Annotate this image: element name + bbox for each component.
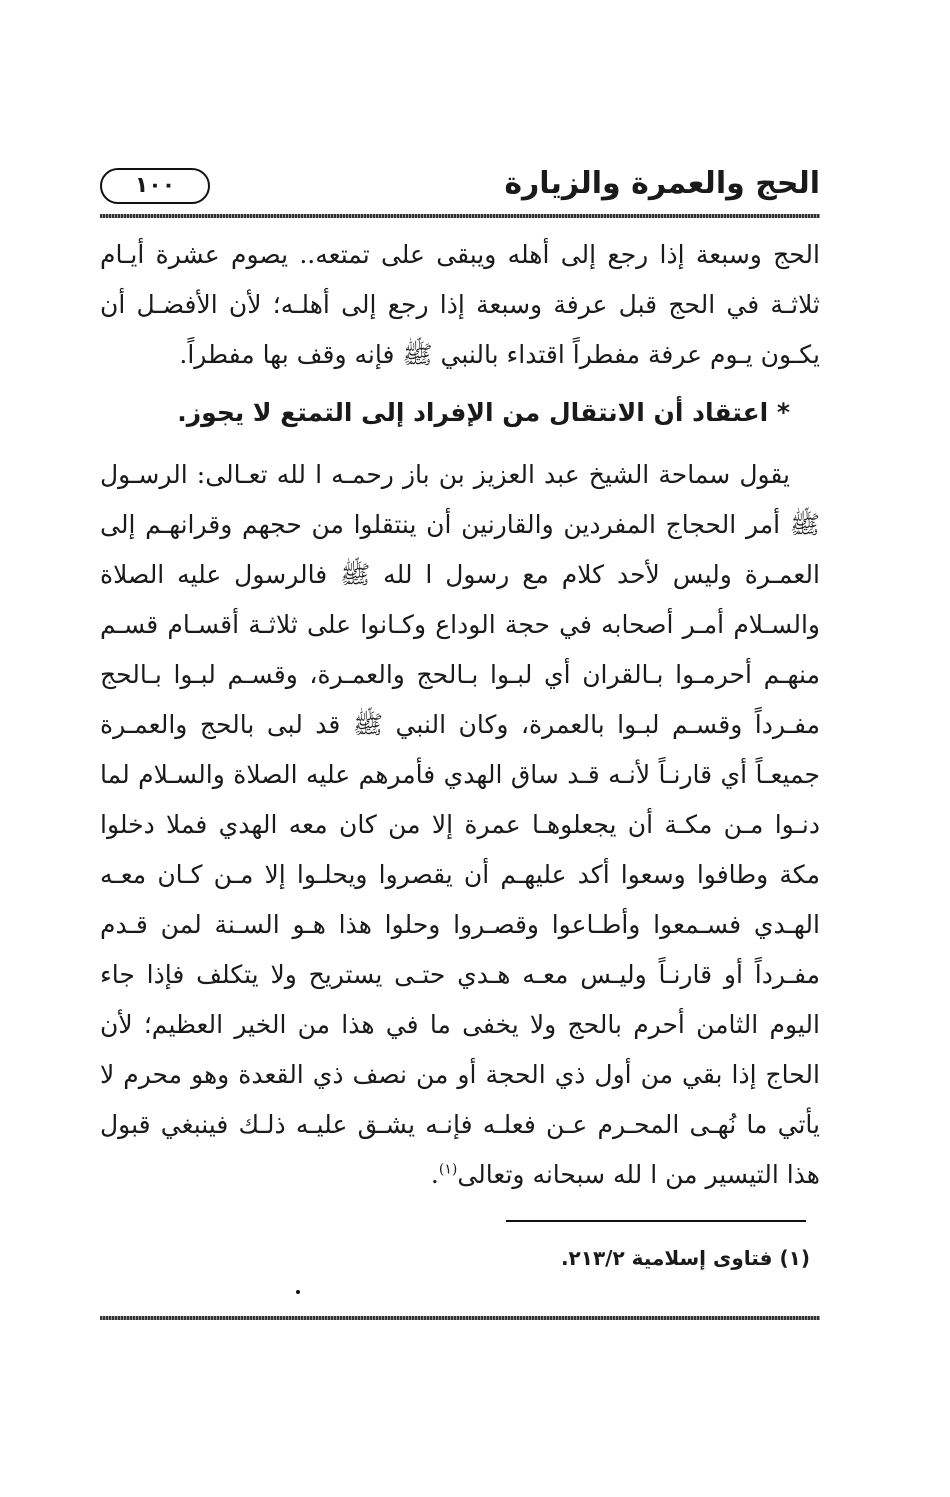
page-header (100, 162, 820, 214)
paragraph-fatwa (100, 450, 820, 1200)
footnote-divider (506, 1220, 806, 1222)
section-heading: * اعتقاد أن الانتقال من الإفراد إلى التمتع لا يجوز. (177, 398, 790, 427)
page-number: ١٠٠ (100, 168, 210, 204)
footer-divider (100, 1316, 820, 1320)
body-text (100, 230, 820, 1200)
running-title: الحج والعمرة والزيارة (504, 166, 820, 201)
footnote: (١) فتاوى إسلامية ٢١٣/٢. (560, 1246, 810, 1270)
scan-speck (296, 1290, 300, 1294)
header-divider (100, 214, 820, 218)
paragraph-continuation: الحج وسبعة إذا رجع إلى أهله ويبقى على تمتعه.. يصوم عشرة أيـام ثلاثـة في الحج قبل عرفة وسبعة إذا رجع إلى أهلـه؛ لأن الأفضـل أن يكـون يـوم عرفة مفطراً اقتداء بالنبي ﷺ فإنه وقف بها مفطراً. (100, 240, 820, 369)
footnote-reference[interactable]: (١) (438, 1161, 458, 1178)
paragraph-fatwa-text: يقول سماحة الشيخ عبد العزيز بن باز رحمـه ا لله تعـالى: الرسـول ﷺ أمر الحجاج المفردين والقارنين أن ينتقلوا من حجهم وقرانهـم إلى العمـرة وليس لأحد كلام مع رسول ا لله ﷺ فالرسول عليه الصلاة والسـلام أمـر أصحابه في حجة الوداع وكـانوا على ثلاثـة أقسـام قسـم منهـم أحرمـوا بـالقران أي لبـوا بـالحج والعمـرة، وقسـم لبـوا بـالحج مفـرداً وقسـم لبـوا بالعمرة، وكان النبي ﷺ قد لبى بالحج والعمـرة جميعـاً أي قارنـاً لأنـه قـد ساق الهدي فأمرهم عليه الصلاة والسـلام لما دنـوا مـن مكـة أن يجعلوهـا عمرة إلا من كان معه الهدي فملا دخلوا مكة وطافوا وسعوا أكد عليهـم أن يقصروا ويحلـوا إلا مـن كـان معـه الهـدي فسـمعوا وأطـاعوا وقصـروا وحلوا هذا هـو السـنة لمن قـدم مفـرداً أو قارنـاً وليـس معـه هـدي حتـى يستريح ولا يتكلف فإذا جاء اليوم الثامن أحرم بالحج ولا يخفى ما في هذا من الخير العظيم؛ لأن الحاج إذا بقي من أول ذي الحجة أو من نصف ذي القعدة وهو محرم لا يأتي ما نُهـى المحـرم عـن فعلـه فإنـه يشـق عليـه ذلـك فينبغي قبول هذا التيسير من ا لله سبحانه وتعالى (100, 460, 820, 1189)
paragraph-fatwa-end: . (430, 1160, 439, 1189)
